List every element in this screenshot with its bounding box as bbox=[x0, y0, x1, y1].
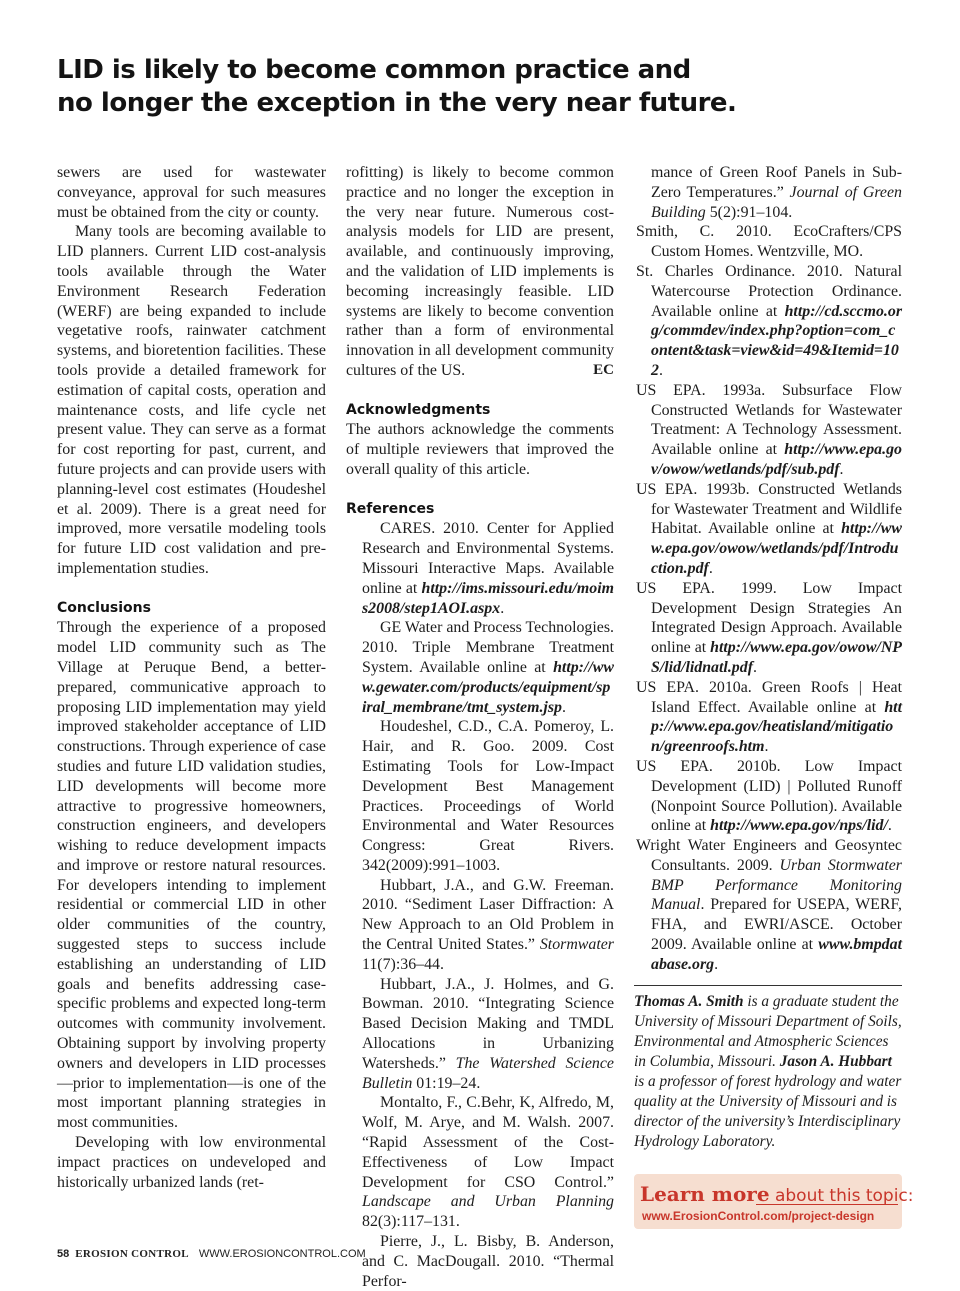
acknowledgments-text: The authors acknowledge the comments of multiple reviewers that improved the overall quality of this article. bbox=[346, 421, 614, 478]
reference-link[interactable]: http://www.epa.gov/owow/wetlands/pdf/sub.pdf bbox=[651, 441, 902, 478]
reference-text: St. Charles Ordinance. 2010. Natural Watercourse Protection Ordinance. Available online at bbox=[636, 262, 902, 320]
reference-tail: 01:19–24. bbox=[412, 1074, 481, 1092]
paragraph: sewers are used for wastewater conveyance, approval for such measures must be obtained from the city or county. bbox=[57, 164, 326, 221]
learn-more-rest: about this topic: bbox=[769, 1186, 914, 1206]
period: . bbox=[764, 738, 769, 756]
reference-item: Houdeshel, C.D., C.A. Pomeroy, L. Hair, and R. Goo. 2009. Cost Estimating Tools for Low-Impact Development Best Management Practices. Proceedings of World Environmental and Water Resources Congress: Great Rivers. 342(2009):991–1003. bbox=[362, 718, 614, 874]
reference-text: US EPA. 2010a. Green Roofs | Heat Island Effect. Available online at bbox=[636, 678, 902, 716]
reference-link[interactable]: http://www.epa.gov/heatisland/mitigation/greenroofs.htm bbox=[651, 698, 902, 756]
reference-text: Hubbart, J.A., and G.W. Freeman. 2010. “Sediment Laser Diffraction: A New Approach to an Old Problem in the Central United States.” bbox=[362, 876, 614, 954]
reference-tail: . Prepared for USEPA, WERF, FHA, and EWRI/ASCE. October 2009. Available online at bbox=[651, 896, 902, 954]
reference-text: mance of Green Roof Panels in Sub-Zero Temperatures.” bbox=[651, 164, 902, 201]
reference-item bbox=[636, 836, 902, 975]
headline bbox=[57, 54, 917, 120]
period: . bbox=[753, 658, 757, 676]
reference-item bbox=[346, 975, 614, 1094]
learn-more-heading bbox=[640, 1182, 914, 1206]
reference-text: Montalto, F., C.Behr, K, Alfredo, M, Wolf, M. Arye, and M. Walsh. 2007. “Rapid Assessment of the Cost-Effectiveness of Low Impact Development for CSO Control.” bbox=[362, 1094, 614, 1191]
reference-link[interactable]: http://ims.missouri.edu/moims2008/step1AOI.aspx bbox=[362, 579, 614, 617]
reference-text: Wright Water Engineers and Geosyntec Consultants. 2009. bbox=[636, 837, 902, 874]
reference-text: US EPA. 1993a. Subsurface Flow Constructed Wetlands for Wastewater Treatment: A Technology Assessment. Available online at bbox=[636, 381, 902, 459]
reference-item bbox=[636, 579, 902, 678]
learn-more-link[interactable]: www.ErosionControl.com/project-design bbox=[642, 1209, 875, 1223]
paragraph: Many tools are becoming available to LID planners. Current LID cost-analysis tools available through the Water Environment Research Federation (WERF) are being expanded to include vegetative roofs, rainwater catchment systems, and bioretention facilities. These tools provide a detailed framework for estimation of capital costs, operation and maintenance costs, and life cycle net present value. They can serve as a format for cost reporting for past, current, and future projects and can provide users with planning-level cost estimates (Houdeshel et al. 2009). There is a great need for improved, more versatile modeling tools for future LID cost validation and pre-implementation studies. bbox=[57, 223, 326, 577]
reference-link[interactable]: http://www.epa.gov/nps/lid/ bbox=[710, 817, 888, 835]
reference-item bbox=[346, 1093, 614, 1232]
journal-title: Landscape and Urban Planning bbox=[362, 1193, 614, 1211]
reference-item bbox=[346, 876, 614, 975]
reference-link[interactable]: http://www.epa.gov/owow/NPS/lid/lidnatl.pdf bbox=[651, 639, 903, 676]
reference-item bbox=[636, 757, 902, 836]
paragraph bbox=[346, 163, 614, 381]
reference-item bbox=[636, 480, 902, 579]
column-3 bbox=[636, 163, 902, 975]
reference-item bbox=[636, 262, 902, 381]
reference-item: GE Water and Process Technologies. 2010. Triple Membrane Treatment System. Available online at http://www.gewater.com/products/equipment/spiral_membrane/tmt_system.jsp. bbox=[362, 619, 614, 716]
period: . bbox=[658, 361, 663, 379]
reference-text: CARES. 2010. Center for Applied Research and Environmental Systems. Missouri Interactive Maps. Available online at bbox=[362, 520, 614, 597]
reference-text: US EPA. 2010b. Low Impact Development (LID) | Polluted Runoff (Nonpoint Source Pollution). Available online at bbox=[636, 757, 902, 835]
period: . bbox=[708, 559, 713, 577]
reference-item: Pierre, J., L. Bisby, B. Anderson, and C. MacDougall. 2010. “Thermal Perfor- bbox=[362, 1233, 614, 1290]
journal-title: Journal of Green Building bbox=[651, 183, 902, 221]
author-name: Thomas A. Smith bbox=[634, 993, 744, 1010]
reference-link[interactable]: http://cd.sccmo.org/commdev/index.php?option=com_content&task=view&id=49&Itemid=102 bbox=[651, 302, 902, 379]
reference-item bbox=[636, 381, 902, 480]
author-bio bbox=[634, 985, 902, 1152]
reference-tail: 11(7):36–44. bbox=[362, 955, 444, 973]
period: . bbox=[714, 955, 719, 973]
reference-text: US EPA. 1999. Low Impact Development Design Strategies An Integrated Design Approach. Available online at bbox=[636, 579, 902, 657]
references-heading: References bbox=[346, 500, 435, 517]
reference-text: US EPA. 1993b. Constructed Wetlands for Wastewater Treatment and Wildlife Habitat. Available online at bbox=[636, 480, 902, 538]
conclusions-heading: Conclusions bbox=[57, 599, 151, 616]
report-title: Urban Stormwater BMP Performance Monitoring Manual bbox=[651, 856, 902, 914]
footer bbox=[57, 1248, 366, 1260]
reference-item: Smith, C. 2010. EcoCrafters/CPS Custom Homes. Wentzville, MO. bbox=[636, 223, 902, 261]
acknowledgments-heading: Acknowledgments bbox=[346, 401, 491, 418]
period: . bbox=[839, 460, 844, 478]
reference-item bbox=[636, 678, 902, 757]
journal-title: Stormwater bbox=[539, 936, 614, 954]
magazine-name: EROSION CONTROL bbox=[75, 1248, 189, 1260]
journal-title: The Watershed Science Bulletin bbox=[362, 1054, 614, 1092]
author-name: Jason A. Hubbart bbox=[779, 1053, 892, 1070]
bio-text: is a professor of forest hydrology and water quality at the University of Missouri and is director of the university’s Interdisciplinary Hydrology Laboratory. bbox=[634, 1073, 902, 1150]
bio-text: is a graduate student the University of Missouri Department of Soils, Environmental and Atmospheric Sciences in Columbia, Missouri. bbox=[634, 993, 902, 1070]
reference-tail: 5(2):91–104. bbox=[705, 203, 793, 221]
paragraph: Through the experience of a proposed model LID community such as The Village at Peruque Bend, a better-prepared, communicative approach to proposing LID implementation may yield improved stakeholder acceptance of LID constructions. Through experience of case studies and future LID validation studies, LID developments will become more attractive to progressive homeowners, construction engineers, and developers wishing to reduce development impacts and improve or restore natural resources. For developers intending to implement residential or commercial LID in other older communities of the country, suggested steps to success include establishing an understanding of LID goals and benefits addressing case-specific problems and expected long-term outcomes with community involvement. Obtaining support by involving property owners and developers in LID processes—prior to implementation—is one of the most important planning strategies in most communities. bbox=[57, 619, 326, 1132]
website: WWW.EROSIONCONTROL.COM bbox=[198, 1248, 366, 1260]
reference-text: GE Water and Process Technologies. 2010. Triple Membrane Treatment System. Available online at bbox=[362, 619, 614, 676]
learn-more-box[interactable] bbox=[634, 1174, 914, 1229]
reference-link[interactable]: www.bmpdatabase.org bbox=[651, 936, 902, 973]
reference-tail: 82(3):117–131. bbox=[362, 1213, 460, 1231]
reference-link[interactable]: http://www.gewater.com/products/equipment/spiral_membrane/tmt_system.jsp bbox=[362, 658, 614, 716]
learn-more-bold: Learn more bbox=[640, 1182, 770, 1206]
headline-line-2: no longer the exception in the very near future. bbox=[57, 88, 737, 118]
page-number: 58 bbox=[57, 1248, 70, 1260]
column-1 bbox=[57, 163, 326, 1192]
column-2 bbox=[346, 163, 614, 1291]
reference-item: CARES. 2010. Center for Applied Research and Environmental Systems. Missouri Interactive Maps. Available online at http://ims.missouri.edu/moims2008/step1AOI.aspx. bbox=[362, 520, 614, 617]
paragraph-text: rofitting) is likely to become common practice and no longer the exception in the very near future. Numerous cost-analysis models for LID are present, available, and continuously improving, and the validation of LID implements is becoming increasingly feasible. LID systems are likely to become convention rather than a form of environmental innovation in all development community cultures of the US. bbox=[346, 164, 614, 379]
reference-continued bbox=[636, 163, 902, 222]
paragraph: Developing with low environmental impact practices on undeveloped and historically urbanized lands (ret- bbox=[57, 1134, 326, 1191]
reference-text: Hubbart, J.A., J. Holmes, and G. Bowman. 2010. “Integrating Science Based Decision Making and TMDL Allocations in Urbanizing Watersheds.” bbox=[362, 975, 614, 1072]
divider bbox=[756, 1204, 898, 1205]
period: . bbox=[887, 817, 892, 835]
headline-line-1: LID is likely to become common practice and bbox=[57, 55, 691, 85]
reference-link[interactable]: http://www.epa.gov/owow/wetlands/pdf/Introduction.pdf bbox=[651, 520, 902, 577]
end-mark: EC bbox=[593, 361, 614, 378]
